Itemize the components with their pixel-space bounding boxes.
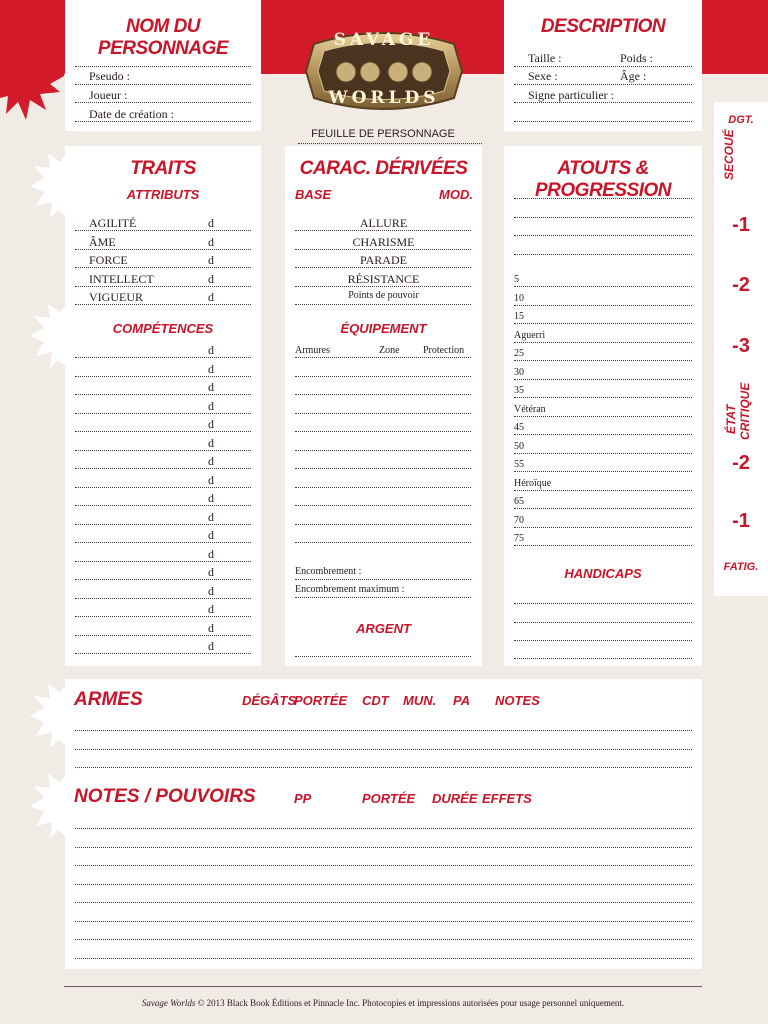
attribute-name: VIGUEUR [89,290,143,304]
skill-field[interactable] [75,505,251,506]
shaken-label[interactable]: SECOUÉ [722,129,736,180]
weapon-column-header: PA [453,693,471,708]
hindrance-field[interactable] [514,658,692,659]
traits-title: TRAITS [130,158,196,179]
wound-level-1[interactable]: -1 [732,214,750,236]
equipment-row[interactable] [295,542,471,543]
progression-label: 30 [514,366,524,378]
size-label: Taille : [528,51,562,65]
edge-row[interactable] [514,235,692,236]
footer-brand: Savage Worlds [141,998,196,1008]
weapon-column-header: DÉGÂTS [242,693,297,708]
character-name-panel [65,0,261,131]
derived-stat-field[interactable] [295,249,471,250]
progression-field[interactable] [514,397,692,398]
attribute-name: ÂME [89,234,116,249]
progression-field[interactable] [514,416,692,417]
critical-label-2[interactable]: CRITIQUE [738,382,752,440]
skill-die: d [208,620,214,635]
wound-level-3[interactable]: -3 [732,335,750,357]
power-column-header: PP [294,791,312,806]
weapon-column-header: PORTÉE [294,693,348,708]
skill-die: d [208,528,214,542]
damage-label: DGT. [728,114,754,126]
skill-die: d [208,509,214,524]
skill-field[interactable] [75,413,251,414]
progression-label: Aguerri [514,329,546,341]
equipment-row[interactable] [295,376,471,377]
equipment-title: ÉQUIPEMENT [340,321,427,336]
encumbrance-label: Encombrement : [295,566,362,577]
power-row[interactable] [75,847,692,848]
skill-field[interactable] [75,376,251,377]
weight-label: Poids : [620,51,654,65]
derived-stat-field[interactable] [295,304,471,305]
equipment-row[interactable] [295,413,471,414]
power-row[interactable] [75,902,692,903]
fatigue-label: FATIG. [723,561,759,573]
skill-field[interactable] [75,450,251,451]
skill-field[interactable] [75,468,251,469]
logo-top-text: SAVAGE [333,30,435,50]
max-encumbrance-label: Encombrement maximum : [295,584,405,595]
max-encumbrance-field[interactable] [295,597,471,598]
attribute-die: d [208,253,214,267]
footer-text: © 2013 Black Book Éditions et Pinnacle Inc. Photocopies et impressions autorisées pour usage personnel uniquement. [195,998,625,1008]
savage-worlds-logo [300,26,468,116]
power-column-header: DURÉE [432,791,478,806]
skill-die: d [208,583,214,598]
skill-field[interactable] [75,487,251,488]
size-weight-field[interactable] [514,66,692,67]
attribute-name: INTELLECT [89,271,154,286]
hindrances-title: HANDICAPS [564,566,642,581]
zone-label: Zone [379,345,400,356]
starburst-decoration [0,40,64,120]
equipment-row[interactable] [295,431,471,432]
character-name-title: NOM DU PERSONNAGE [97,16,229,59]
logo-bottom-text: WORLDS [328,88,440,108]
weapon-row[interactable] [75,730,692,731]
equipment-row[interactable] [295,468,471,469]
weapon-row[interactable] [75,749,692,750]
protection-label: Protection [423,345,465,356]
power-row[interactable] [75,828,692,829]
hindrance-field[interactable] [514,640,692,641]
progression-field[interactable] [514,545,692,546]
attribute-field[interactable] [75,267,251,268]
sex-label: Sexe : [528,69,558,83]
power-column-header: EFFETS [482,791,532,806]
feature-label: Signe particulier : [528,88,614,102]
edges-panel [504,146,702,666]
skill-die: d [208,454,214,468]
powers-title: NOTES / POUVOIRS [74,786,256,807]
progression-field[interactable] [514,360,692,361]
progression-label: Héroïque [514,477,552,489]
derived-stat-label: CHARISME [352,234,415,249]
skill-die: d [208,417,214,431]
pseudo-field[interactable] [75,84,251,85]
edge-row[interactable] [514,217,692,218]
weapons-title: ARMES [74,689,143,710]
derived-stat-field[interactable] [295,230,471,231]
critical-label-1[interactable]: ÉTAT [724,404,738,434]
skill-field[interactable] [75,598,251,599]
equipment-row[interactable] [295,524,471,525]
progression-label: 10 [514,292,524,304]
derived-stats-title: CARAC. DÉRIVÉES [299,158,468,179]
skill-die: d [208,565,214,579]
equipment-row[interactable] [295,505,471,506]
derived-stat-field[interactable] [295,286,471,287]
skill-field[interactable] [75,357,251,358]
equipment-row[interactable] [295,357,471,358]
skill-die: d [208,472,214,487]
progression-field[interactable] [514,434,692,435]
weapon-column-header: NOTES [495,693,540,708]
progression-label: 70 [514,514,524,526]
progression-field[interactable] [514,305,692,306]
skill-field[interactable] [75,431,251,432]
derived-stats-panel [285,146,482,666]
edge-row[interactable] [514,198,692,199]
skill-field[interactable] [75,394,251,395]
attribute-die: d [208,290,214,304]
hindrance-field[interactable] [514,622,692,623]
skill-die: d [208,602,214,616]
traits-panel [65,146,261,666]
attribute-field[interactable] [75,304,251,305]
attributes-title: ATTRIBUTS [126,187,200,202]
skill-die: d [208,380,214,394]
character-name-field[interactable] [75,66,251,67]
derived-stat-label: ALLURE [359,216,408,230]
skill-field[interactable] [75,635,251,636]
progression-field[interactable] [514,286,692,287]
progression-label: 75 [514,533,524,544]
armor-label: Armures [295,345,330,356]
money-field[interactable] [295,656,471,657]
footer [64,986,702,1008]
skill-field[interactable] [75,579,251,580]
progression-label: 35 [514,385,524,396]
power-row[interactable] [75,958,692,959]
feature-field-2[interactable] [514,121,692,122]
derived-stat-field[interactable] [295,267,471,268]
fatigue-level-2[interactable]: -2 [732,452,750,474]
sheet-label-underline [298,143,482,144]
skill-die: d [208,361,214,376]
edge-row[interactable] [514,254,692,255]
attribute-field[interactable] [75,286,251,287]
power-row[interactable] [75,884,692,885]
power-column-header: PORTÉE [362,791,416,806]
power-row[interactable] [75,921,692,922]
progression-field[interactable] [514,342,692,343]
attribute-die: d [208,234,214,249]
progression-field[interactable] [514,453,692,454]
equipment-row[interactable] [295,394,471,395]
derived-stat-label: PARADE [360,253,407,267]
wound-level-2[interactable]: -2 [732,274,750,296]
progression-field[interactable] [514,508,692,509]
equipment-row[interactable] [295,487,471,488]
attribute-die: d [208,271,214,286]
attribute-name: AGILITÉ [89,216,137,230]
progression-label: 55 [514,459,524,470]
starburst-decoration [30,770,70,840]
skill-die: d [208,343,214,357]
progression-label: 65 [514,496,524,507]
skill-field[interactable] [75,653,251,654]
derived-stat-label: RÉSISTANCE [347,271,420,286]
starburst-decoration [30,680,70,750]
power-row[interactable] [75,939,692,940]
player-label: Joueur : [89,88,128,102]
skill-field[interactable] [75,616,251,617]
weapon-column-header: MUN. [403,693,437,708]
starburst-decoration [30,300,70,370]
progression-label: Vétéran [514,403,546,415]
feature-field[interactable] [514,102,692,103]
attribute-name: FORCE [89,253,128,267]
progression-field[interactable] [514,490,692,491]
description-title: DESCRIPTION [540,16,666,37]
progression-label: 25 [514,348,524,359]
fatigue-level-1[interactable]: -1 [732,510,750,532]
progression-label: 50 [514,440,524,452]
progression-label: 15 [514,311,524,322]
attribute-die: d [208,216,214,230]
creation-date-label: Date de création : [89,107,174,121]
encumbrance-field[interactable] [295,579,471,580]
weapons-powers-panel [65,679,702,969]
description-panel [504,0,702,131]
money-title: ARGENT [356,621,411,636]
sheet-label: FEUILLE DE PERSONNAGE [311,128,455,140]
skill-die: d [208,435,214,450]
skill-field[interactable] [75,542,251,543]
attribute-field[interactable] [75,230,251,231]
creation-date-field[interactable] [75,121,251,122]
attribute-field[interactable] [75,249,251,250]
sex-age-field[interactable] [514,84,692,85]
wound-tracker [714,102,768,596]
base-label: BASE [295,187,332,202]
hindrance-field[interactable] [514,603,692,604]
skill-die: d [208,546,214,561]
skill-die: d [208,639,214,653]
skills-title: COMPÉTENCES [112,321,214,336]
progression-field[interactable] [514,323,692,324]
weapon-row[interactable] [75,767,692,768]
skill-field[interactable] [75,561,251,562]
progression-label: 5 [514,274,519,285]
starburst-decoration [30,150,70,220]
weapon-column-header: CDT [362,693,389,708]
pseudo-label: Pseudo : [89,69,131,83]
edges-title: ATOUTS & PROGRESSION [535,158,671,201]
progression-field[interactable] [514,471,692,472]
skill-field[interactable] [75,524,251,525]
skill-die: d [208,398,214,413]
skill-die: d [208,491,214,505]
player-field[interactable] [75,102,251,103]
derived-stat-label: Points de pouvoir [348,290,419,301]
progression-field[interactable] [514,379,692,380]
progression-field[interactable] [514,527,692,528]
mod-label: MOD. [439,187,473,202]
age-label: Âge : [620,69,647,83]
equipment-row[interactable] [295,450,471,451]
power-row[interactable] [75,865,692,866]
progression-label: 45 [514,422,524,433]
